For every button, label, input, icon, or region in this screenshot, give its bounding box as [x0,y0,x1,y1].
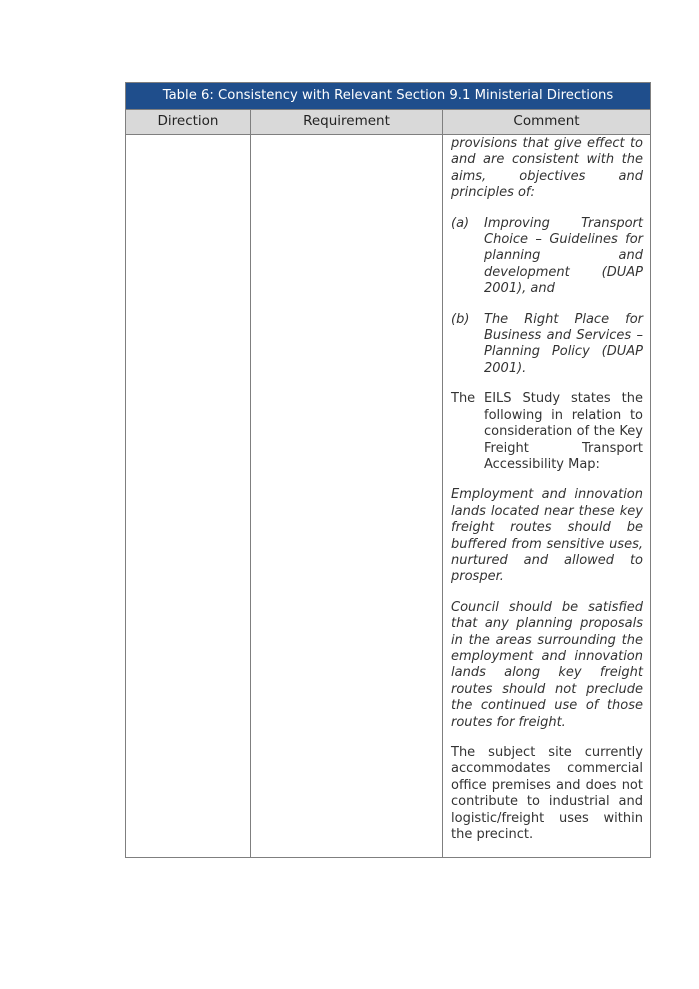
requirement-cell [251,135,443,857]
header-comment: Comment [513,113,580,129]
list-text-b: The Right Place for Business and Services – Planning Policy (DUAP 2001). [484,311,643,376]
direction-cell [126,135,251,857]
header-direction: Direction [126,110,251,134]
list-item-a [451,216,643,298]
consistency-table [125,82,651,858]
list-marker-a: (a) [451,215,470,231]
eils-text: EILS Study states the following in relation to consideration of the Key Freight Transport Accessibility Map: [484,391,643,472]
table-header-row [126,110,650,135]
comment-cell [443,135,650,857]
header-requirement: Requirement [251,110,443,134]
closing-paragraph: The subject site currently accommodates commercial office premises and does not contribute to industrial and logistic/freight uses within the precinct. [451,745,643,843]
quote-council: Council should be satisfied that any planning proposals in the areas surrounding the employment and innovation lands along key freight routes should not preclude the continued use of those routes for freight. [451,599,643,730]
list-marker-b: (b) [451,311,470,327]
list-item-b [451,312,643,378]
eils-paragraph [451,391,643,473]
table-row [126,135,650,857]
quote-employment: Employment and innovation lands located near these key freight routes should be buffered from sensitive uses, nurtured and allowed to prosper. [451,487,643,585]
comment-intro: provisions that give effect to and are consistent with the aims, objectives and principles of: [451,136,643,201]
table-title: Table 6: Consistency with Relevant Section 9.1 Ministerial Directions [126,83,650,110]
list-text-a: Improving Transport Choice – Guidelines for planning and development (DUAP 2001), and [484,215,643,297]
eils-lead: The [451,391,476,407]
